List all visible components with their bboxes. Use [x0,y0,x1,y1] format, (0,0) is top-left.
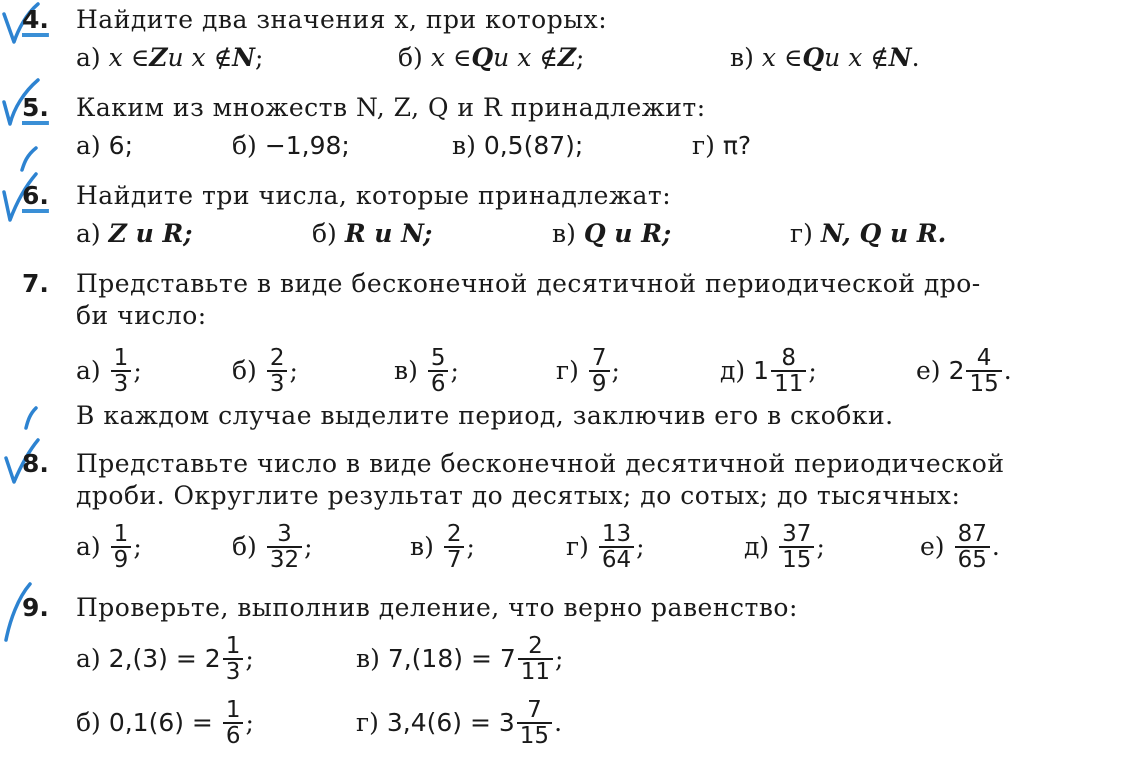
exercise-6-parts [0,214,1124,254]
exercise-number: 4. [22,5,49,34]
fraction: $\frac{1}{9}$ [111,522,132,572]
exercise-7-note [0,396,1124,436]
exercise-4-header [0,0,1124,40]
exercise-part: в) 0,5(87); [452,131,584,160]
exercise-part: а) 2,(3) = 2 $\frac{1}{3}$ ; [76,633,254,685]
exercise-text: Представьте в виде бесконечной десятичной периодической дро- [76,269,981,298]
exercise-9-parts-row1 [0,628,1124,690]
exercise-text: Найдите два значения x, при которых: [76,5,608,34]
fraction: $\frac{1}{3}$ [111,346,132,396]
exercise-9-header [0,588,1124,628]
exercise-part: а) Z и R; [76,219,193,248]
exercise-number: 6. [22,181,49,210]
fraction: $\frac{8}{11}$ [771,346,806,396]
exercise-part: б) 0,1(6) = $\frac{1}{6}$ ; [76,697,254,749]
fraction: $\frac{7}{15}$ [517,698,552,748]
exercise-part: д) 1 $\frac{8}{11}$ ; [720,345,817,397]
fraction: $\frac{7}{9}$ [589,346,610,396]
exercise-part: в) $\frac{2}{7}$ ; [410,521,475,573]
exercise-note: В каждом случае выделите период, заключив его в скобки. [76,401,894,430]
exercise-7-parts [0,340,1124,402]
exercise-text: Проверьте, выполнив деление, что верно равенство: [76,593,798,622]
fraction: $\frac{5}{6}$ [428,346,449,396]
exercise-4-parts [0,38,1124,78]
exercise-number: 8. [22,449,49,478]
exercise-part: а) 6; [76,131,134,160]
exercise-8-parts [0,516,1124,578]
exercise-number: 9. [22,593,49,622]
fraction: $\frac{2}{7}$ [444,522,465,572]
fraction: $\frac{2}{3}$ [267,346,288,396]
exercise-text: Найдите три числа, которые принадлежат: [76,181,672,210]
exercise-5-parts [0,126,1124,166]
exercise-part: б) $\frac{2}{3}$ ; [232,345,298,397]
fraction: $\frac{87}{65}$ [955,522,990,572]
exercise-6-header [0,176,1124,216]
exercise-part: б) x ∈ Q и x ∉ Z ; [398,43,585,72]
fraction: $\frac{3}{32}$ [267,522,302,572]
exercise-part: г) $\frac{13}{64}$ ; [566,521,645,573]
exercise-part: в) x ∈ Q и x ∉ N . [730,43,920,72]
fraction: $\frac{2}{11}$ [518,634,553,684]
exercise-part: е) $\frac{87}{65}$ . [920,521,1000,573]
fraction: $\frac{13}{64}$ [599,522,634,572]
exercise-9-parts-row2 [0,692,1124,754]
exercise-part: г) $\frac{7}{9}$ ; [556,345,620,397]
exercise-part: б) R и N; [312,219,433,248]
exercise-part: а) $\frac{1}{3}$ ; [76,345,142,397]
exercise-number: 5. [22,93,49,122]
exercise-number: 7. [22,269,49,298]
exercise-8-header-cont [0,476,1124,516]
exercise-text: би число: [76,301,207,330]
fraction: $\frac{4}{15}$ [966,346,1001,396]
exercise-part: а) $\frac{1}{9}$ ; [76,521,142,573]
fraction: $\frac{1}{6}$ [223,698,244,748]
exercise-part: е) 2 $\frac{4}{15}$ . [916,345,1012,397]
exercise-5-header [0,88,1124,128]
exercise-part: г) N, Q и R. [790,219,947,248]
exercise-part: в) $\frac{5}{6}$ ; [394,345,459,397]
exercise-text: дроби. Округлите результат до десятых; до сотых; до тысячных: [76,481,961,510]
exercise-part: б) $\frac{3}{32}$ ; [232,521,313,573]
exercise-part: г) π? [692,131,752,160]
exercise-part: г) 3,4(6) = 3 $\frac{7}{15}$ . [356,697,563,749]
exercise-text: Каким из множеств N, Z, Q и R принадлежит: [76,93,706,122]
exercise-part: д) $\frac{37}{15}$ ; [744,521,825,573]
exercise-text: Представьте число в виде бесконечной десятичной периодической [76,449,1005,478]
exercise-7-header-cont [0,296,1124,336]
exercise-part: в) 7,(18) = 7 $\frac{2}{11}$ ; [356,633,564,685]
exercise-part: а) x ∈ Z и x ∉ N ; [76,43,264,72]
fraction: $\frac{37}{15}$ [779,522,814,572]
exercise-part: в) Q и R; [552,219,672,248]
fraction: $\frac{1}{3}$ [223,634,244,684]
exercise-part: б) −1,98; [232,131,350,160]
